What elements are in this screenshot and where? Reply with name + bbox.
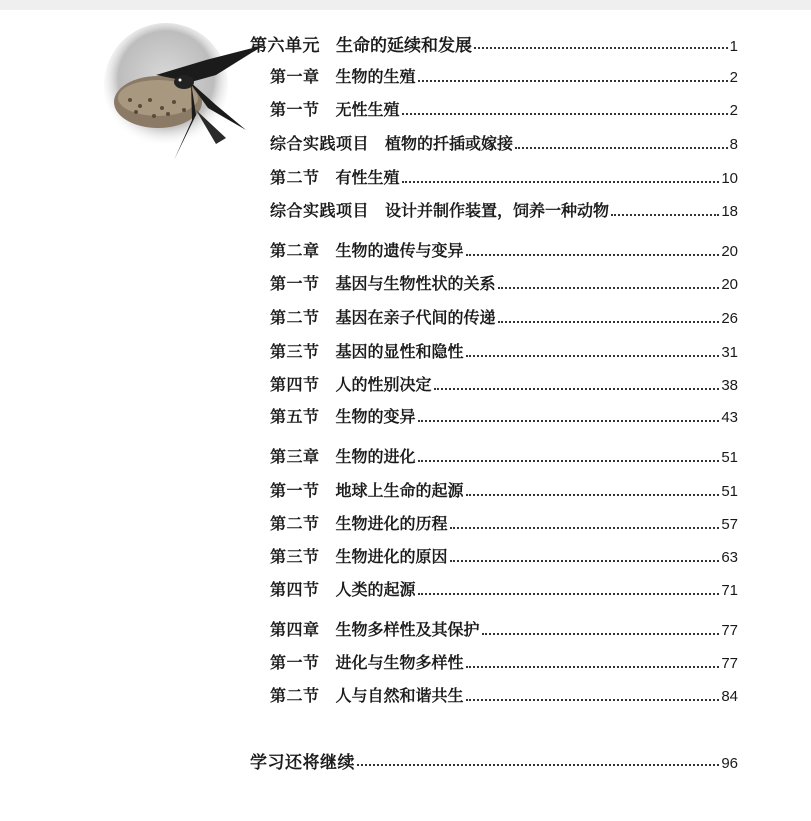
toc-page: 20 (721, 276, 738, 293)
toc-entry-section[interactable] (270, 372, 738, 398)
toc-number: 第四章 (270, 620, 320, 639)
toc-page: 31 (721, 344, 738, 361)
toc-entry-section[interactable] (270, 339, 738, 365)
toc-number: 第四节 (270, 580, 320, 599)
toc-entry-section[interactable] (270, 544, 738, 570)
dot-leader (474, 46, 728, 49)
toc-page: 2 (729, 69, 738, 86)
toc-number: 第四节 (270, 375, 320, 394)
toc-title: 无性生殖 (335, 100, 400, 119)
dot-leader (466, 698, 720, 701)
dot-leader (466, 253, 720, 256)
dot-leader (466, 493, 720, 496)
toc-page: 26 (721, 310, 738, 327)
toc-entry-project[interactable] (270, 131, 738, 157)
toc-number: 第一节 (270, 653, 320, 672)
toc-entry-section[interactable] (270, 165, 738, 191)
toc-number: 综合实践项目 (270, 201, 370, 220)
toc-page: 38 (721, 377, 738, 394)
dot-leader (357, 763, 719, 766)
toc-number: 第一节 (270, 100, 320, 119)
toc-number: 第二节 (270, 514, 320, 533)
toc-page: 51 (721, 449, 738, 466)
dot-leader (418, 459, 720, 462)
dot-leader (402, 180, 720, 183)
toc-page: 77 (721, 655, 738, 672)
toc-page: 20 (721, 243, 738, 260)
toc-page: 8 (729, 136, 738, 153)
toc-number: 第二节 (270, 308, 320, 327)
toc-title: 基因在亲子代间的传递 (335, 308, 496, 327)
dot-leader (482, 632, 720, 635)
toc-entry-chapter-4[interactable] (270, 617, 738, 643)
toc-title: 设计并制作装置，饲养一种动物 (385, 201, 610, 220)
toc-title: 生物进化的历程 (335, 514, 448, 533)
dot-leader (515, 146, 728, 149)
toc-page: 43 (721, 409, 738, 426)
toc-number: 第六单元 (250, 36, 320, 56)
toc-number: 第二节 (270, 168, 320, 187)
toc-entry-section[interactable] (270, 478, 738, 504)
toc-entry-chapter-2[interactable] (270, 238, 738, 264)
toc-page: 63 (721, 549, 738, 566)
dot-leader (418, 79, 728, 82)
toc-page: 71 (721, 582, 738, 599)
dot-leader (498, 320, 720, 323)
toc-title: 人的性别决定 (335, 375, 432, 394)
toc-number: 第二章 (270, 241, 320, 260)
dot-leader (466, 665, 720, 668)
toc-entry-section[interactable] (270, 650, 738, 676)
toc-entry-section[interactable] (270, 404, 738, 430)
toc-page: 18 (721, 203, 738, 220)
toc-entry-section[interactable] (270, 97, 738, 123)
toc-page: 77 (721, 622, 738, 639)
dot-leader (611, 213, 719, 216)
dot-leader (498, 286, 720, 289)
toc-title: 植物的扦插或嫁接 (385, 134, 514, 153)
toc-number: 第三章 (270, 447, 320, 466)
toc-page: 96 (721, 755, 738, 772)
toc-page: 1 (729, 38, 738, 55)
toc-number: 第一节 (270, 481, 320, 500)
dot-leader (434, 387, 720, 390)
toc-title: 进化与生物多样性 (335, 653, 464, 672)
toc-title: 基因的显性和隐性 (335, 342, 464, 361)
toc-title: 生物的遗传与变异 (335, 241, 464, 260)
dot-leader (418, 592, 720, 595)
toc-number: 第五节 (270, 407, 320, 426)
dot-leader (450, 559, 720, 562)
dot-leader (466, 354, 720, 357)
toc-entry-project[interactable] (270, 198, 738, 224)
dot-leader (402, 112, 728, 115)
toc-number: 第三节 (270, 342, 320, 361)
toc-number: 第三节 (270, 547, 320, 566)
toc-title: 生物的变异 (335, 407, 416, 426)
toc-page: 10 (721, 170, 738, 187)
toc-title: 地球上生命的起源 (335, 481, 464, 500)
toc-page: 84 (721, 688, 738, 705)
toc-page: 2 (729, 102, 738, 119)
toc-number: 第一节 (270, 274, 320, 293)
toc-number: 学习还将继续 (250, 753, 355, 773)
toc-number: 第二节 (270, 686, 320, 705)
toc-entry-section[interactable] (270, 683, 738, 709)
toc-entry-unit-6[interactable] (250, 31, 738, 57)
toc-entry-chapter-1[interactable] (270, 64, 738, 90)
toc-title: 生命的延续和发展 (336, 36, 472, 56)
toc-page: 51 (721, 483, 738, 500)
toc-page: 57 (721, 516, 738, 533)
toc-title: 人与自然和谐共生 (335, 686, 464, 705)
toc-entry-section[interactable] (270, 271, 738, 297)
toc-number: 第一章 (270, 67, 320, 86)
toc-title: 有性生殖 (335, 168, 400, 187)
toc-entry-section[interactable] (270, 577, 738, 603)
dot-leader (418, 419, 720, 422)
toc-title: 生物多样性及其保护 (335, 620, 480, 639)
toc-title: 生物进化的原因 (335, 547, 448, 566)
toc-number: 综合实践项目 (270, 134, 370, 153)
toc-title: 生物的进化 (335, 447, 416, 466)
toc-entry-section[interactable] (270, 305, 738, 331)
toc-entry-section[interactable] (270, 511, 738, 537)
toc-title: 生物的生殖 (335, 67, 416, 86)
toc-title: 人类的起源 (335, 580, 416, 599)
toc-title: 基因与生物性状的关系 (335, 274, 496, 293)
toc-entry-continue-learning[interactable] (250, 748, 738, 774)
dot-leader (450, 526, 720, 529)
toc-entry-chapter-3[interactable] (270, 444, 738, 470)
